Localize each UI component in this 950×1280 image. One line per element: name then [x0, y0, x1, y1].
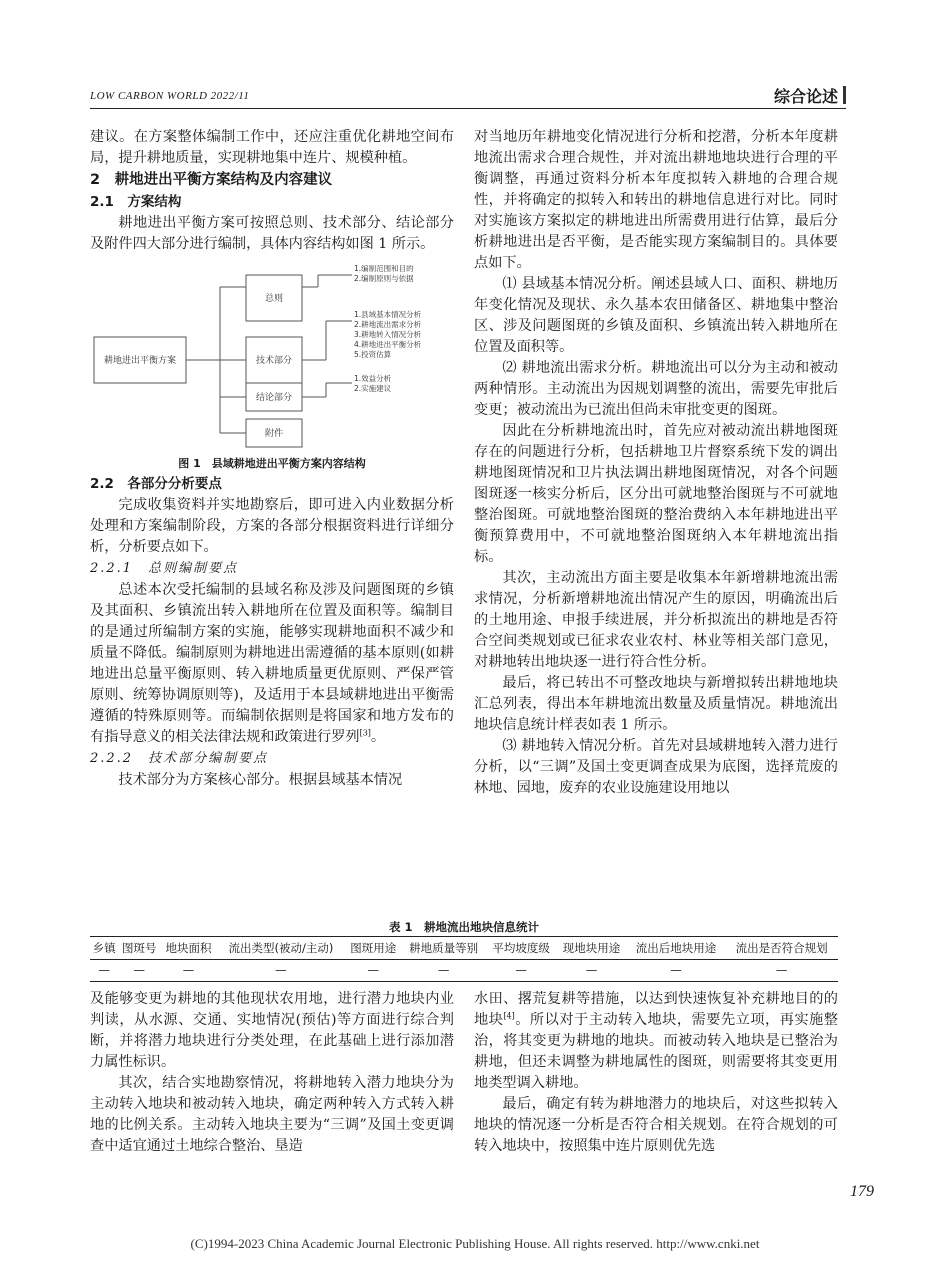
paragraph: 对当地历年耕地变化情况进行分析和挖潜，分析本年度耕地流出需求合理合规性，并对流出耕地地块进行合理的平衡调整，再通过资料分析本年度拟转入耕地的合理合规性，并将确定的拟转入和转出的耕地信息进行对比。同时对实施该方案拟定的耕地进出所需费用进行估算，最后分析耕地进出是否平衡，是否能实现方案编制目的。具体要点如下。: [474, 129, 838, 271]
section-title: 综合论述: [773, 87, 838, 106]
header-rule: [90, 108, 846, 109]
paragraph: 最后，将已转出不可整改地块与新增拟转出耕地地块汇总列表，得出本年耕地流出数量及质量情况。耕地流出地块信息统计样表如表 1 所示。: [474, 675, 838, 733]
paragraph: 完成收集资料并实地勘察后，即可进入内业数据分析处理和方案编制阶段，方案的各部分根据资料进行详细分析，分析要点如下。: [90, 497, 454, 555]
tech-item: 2.耕地流出需求分析: [354, 320, 422, 329]
table-header-row: [90, 937, 838, 960]
paragraph: 因此在分析耕地流出时，首先应对被动流出耕地图斑存在的问题进行分析，包括耕地卫片督察系统下发的调出耕地图斑情况和卫片执法调出耕地图斑情况，对各个问题图斑逐一核实分析后，区分出可就地整治图斑与不可就地整治图斑。可就地整治图斑的整治费纳入本年耕地进出平衡预算费用中，不可就地整治图斑纳入本年耕地流出指标。: [474, 423, 838, 565]
general-item: 2.编制原则与依据: [354, 274, 414, 283]
root-label: 耕地进出平衡方案: [103, 356, 177, 366]
paragraph: ⑴ 县域基本情况分析。阐述县域人口、面积、耕地历年变化情况及现状、永久基本农田储备区、耕地集中整治区、涉及问题图斑的乡镇及面积、乡镇流出转入耕地所在位置及面积等。: [474, 276, 838, 355]
table-row: [90, 960, 838, 982]
paragraph: 技术部分为方案核心部分。根据县域基本情况: [118, 772, 403, 788]
tech-item: 1.县域基本情况分析: [354, 310, 422, 319]
structure-diagram: [90, 265, 454, 451]
header-bar: [843, 86, 846, 104]
table-cell: —: [556, 960, 626, 982]
table-cell: —: [90, 960, 118, 982]
table-cell: —: [118, 960, 160, 982]
column-header: 流出是否符合规划: [725, 937, 838, 960]
left-column-bottom: [90, 989, 454, 1157]
paragraph: [474, 989, 838, 1094]
column-header: 图斑号: [118, 937, 160, 960]
page-number: 179: [850, 1183, 874, 1200]
tech-item: 4.耕地进出平衡分析: [354, 340, 422, 349]
right-column-top: [474, 127, 838, 799]
right-column-bottom: [474, 989, 838, 1157]
paragraph: 建议。在方案整体编制工作中，还应注重优化耕地空间布局，提升耕地质量，实现耕地集中连片、规模种植。: [90, 129, 454, 166]
table-cell: —: [160, 960, 216, 982]
paragraph: ⑵ 耕地流出需求分析。耕地流出可以分为主动和被动两种情形。主动流出为因规划调整的流出，需要先审批后变更；被动流出为已流出但尚未审批变更的图斑。: [474, 360, 838, 418]
citation: [4]: [503, 1011, 515, 1021]
heading-2: 2 耕地进出平衡方案结构及内容建议: [90, 172, 333, 188]
table-caption: 表 1 耕地流出地块信息统计: [388, 920, 539, 934]
concl-item: 2.实施建议: [354, 384, 392, 393]
table-cell: —: [345, 960, 401, 982]
concl-item: 1.效益分析: [354, 374, 392, 383]
column-header: 流出类型(被动/主动): [217, 937, 345, 960]
paragraph: [90, 580, 454, 748]
citation: [3]: [359, 728, 371, 738]
paragraph-text: 总述本次受托编制的县域名称及涉及问题图斑的乡镇及其面积、乡镇流出转入耕地所在位置及面积等。编制目的是通过所编制方案的实施，能够实现耕地面积不减少和质量不降低。编制原则为耕地进出需遵循的基本原则(如耕地进出总量平衡原则、转入耕地质量更优原则、严保严管原则、统筹协调原则等)，及适用于本县域耕地进出平衡需遵循的特殊原则等。而编制依据则是将国家和地方发布的有指导意义的相关法律法规和政策进行罗列: [90, 582, 454, 745]
paragraph-text: 。: [370, 729, 386, 745]
paragraph: ⑶ 耕地转入情况分析。首先对县域耕地转入潜力进行分析，以“三调”及国土变更调查成果为底图，选择荒废的林地、园地，废弃的农业设施建设用地以: [474, 738, 838, 796]
tech-item: 5.投资估算: [354, 350, 392, 359]
table-cell: —: [627, 960, 726, 982]
paragraph: 及能够变更为耕地的其他现状农用地，进行潜力地块内业判读，从水源、交通、实地情况(预估)等方面进行综合判断，并将潜力地块进行分类处理，在此基础上进行添加潜力属性标识。: [90, 991, 454, 1070]
column-header: 平均坡度级: [486, 937, 556, 960]
column-header: 地块面积: [160, 937, 216, 960]
left-column-top: [90, 127, 454, 791]
tech-label: 技术部分: [255, 356, 293, 366]
heading-2-2-1: 2.2.1 总则编制要点: [90, 561, 239, 576]
heading-2-1: 2.1 方案结构: [90, 194, 182, 210]
concl-label: 结论部分: [255, 393, 293, 403]
heading-2-2-2: 2.2.2 技术部分编制要点: [90, 751, 269, 766]
paragraph: 其次，主动流出方面主要是收集本年新增耕地流出需求情况，分析新增耕地流出情况产生的原因，明确流出后的土地用途、申报手续进展，并分析拟流出的耕地是否符合空间类规划或已征求农业农村、林业等相关部门意见，对耕地转出地块逐一进行符合性分析。: [474, 570, 838, 670]
column-header: 流出后地块用途: [627, 937, 726, 960]
paragraph: 耕地进出平衡方案可按照总则、技术部分、结论部分及附件四大部分进行编制，具体内容结构如图 1 所示。: [90, 215, 454, 252]
copyright-footer: (C)1994-2023 China Academic Journal Electronic Publishing House. All rights reserved. http://www.cnki.net: [190, 1236, 760, 1251]
column-header: 耕地质量等别: [401, 937, 485, 960]
figure-caption: 图 1 县域耕地进出平衡方案内容结构: [178, 457, 366, 470]
table-cell: —: [486, 960, 556, 982]
paragraph-text: 水田、撂荒复耕等措施，以达到快速恢复补充耕地目的的地块: [474, 991, 838, 1028]
column-header: 现地块用途: [556, 937, 626, 960]
annex-label: 附件: [264, 429, 284, 439]
data-table: [90, 936, 838, 982]
table-cell: —: [401, 960, 485, 982]
journal-header: LOW CARBON WORLD 2022/11: [90, 90, 250, 102]
column-header: 乡镇: [90, 937, 118, 960]
general-item: 1.编制范围和目的: [354, 265, 414, 273]
table-cell: —: [725, 960, 838, 982]
paragraph: 最后，确定有转为耕地潜力的地块后，对这些拟转入地块的情况逐一分析是否符合相关规划。在符合规划的可转入地块中，按照集中连片原则优先选: [474, 1096, 838, 1154]
paragraph-text: 。所以对于主动转入地块，需要先立项，再实施整治，将其变更为耕地的地块。而被动转入地块是已整治为耕地，但还未调整为耕地属性的图斑，则需要将其变更用地类型调入耕地。: [474, 1012, 838, 1091]
paragraph: 其次，结合实地勘察情况，将耕地转入潜力地块分为主动转入地块和被动转入地块，确定两种转入方式转入耕地的比例关系。主动转入地块主要为“三调”及国土变更调查中适宜通过土地综合整治、垦造: [90, 1075, 454, 1154]
heading-2-2: 2.2 各部分分析要点: [90, 476, 222, 492]
table-cell: —: [217, 960, 345, 982]
figure-1: [90, 265, 454, 451]
general-label: 总则: [264, 294, 284, 304]
column-header: 图斑用途: [345, 937, 401, 960]
tech-item: 3.耕地转入情况分析: [354, 330, 422, 339]
